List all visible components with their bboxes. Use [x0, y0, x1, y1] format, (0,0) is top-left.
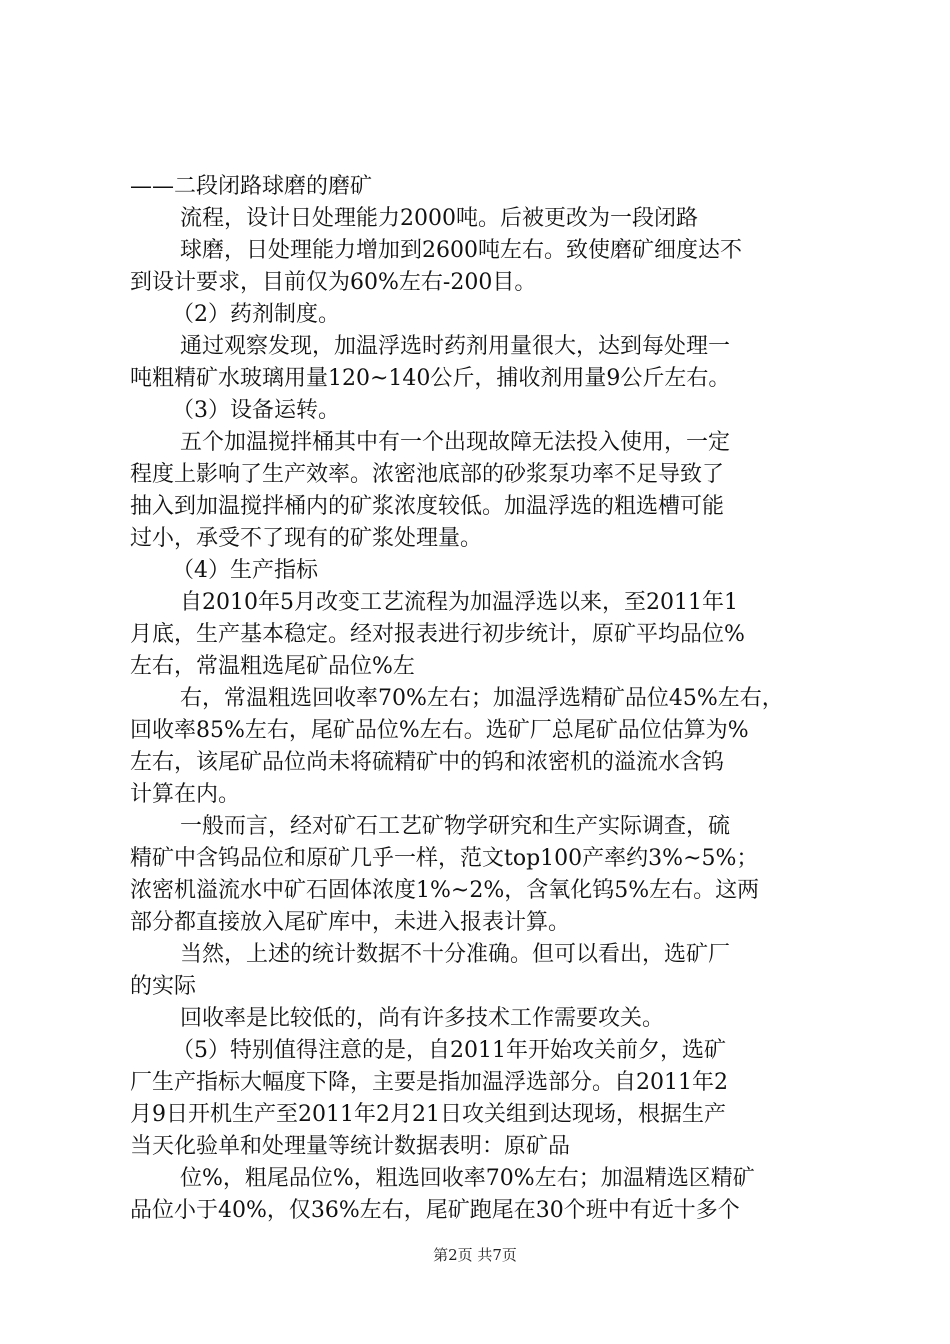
text-line: 吨粗精矿水玻璃用量120~140公斤，捕收剂用量9公斤左右。	[130, 366, 731, 391]
text-line: 品位小于40%，仅36%左右，尾矿跑尾在30个班中有近十多个	[130, 1198, 740, 1223]
text-line: 精矿中含钨品位和原矿几乎一样，范文top100产率约3%~5%；	[130, 846, 759, 871]
text-line: 月底，生产基本稳定。经对报表进行初步统计，原矿平均品位%	[130, 622, 745, 647]
text-line: 左右，该尾矿品位尚未将硫精矿中的钨和浓密机的溢流水含钨	[130, 750, 725, 775]
text-line: 抽入到加温搅拌桶内的矿浆浓度较低。加温浮选的粗选槽可能	[130, 494, 725, 519]
text-line: 回收率85%左右，尾矿品位%左右。选矿厂总尾矿品位估算为%	[130, 718, 749, 743]
text-line: 右，常温粗选回收率70%左右；加温浮选精矿品位45%左右，	[180, 686, 784, 711]
text-line: （2）药剂制度。	[172, 302, 340, 327]
text-line: （5）特别值得注意的是，自2011年开始攻关前夕，选矿	[172, 1038, 726, 1063]
text-line: 计算在内。	[130, 782, 241, 807]
text-line: 左右，常温粗选尾矿品位%左	[130, 654, 415, 679]
text-line: 部分都直接放入尾矿库中，未进入报表计算。	[130, 910, 571, 935]
text-line: 月9日开机生产至2011年2月21日攻关组到达现场，根据生产	[130, 1102, 726, 1127]
text-line: 的实际	[130, 974, 197, 999]
text-line: ——二段闭路球磨的磨矿	[130, 174, 373, 199]
text-line: 回收率是比较低的，尚有许多技术工作需要攻关。	[180, 1006, 665, 1031]
text-line: 当天化验单和处理量等统计数据表明：原矿品	[130, 1134, 571, 1159]
text-line: 浓密机溢流水中矿石固体浓度1%~2%，含氧化钨5%左右。这两	[130, 878, 760, 903]
text-line: 通过观察发现，加温浮选时药剂用量很大，达到每处理一	[180, 334, 731, 359]
text-line: 过小，承受不了现有的矿浆处理量。	[130, 526, 483, 551]
text-line: 程度上影响了生产效率。浓密池底部的砂浆泵功率不足导致了	[130, 462, 725, 487]
text-line: 球磨，日处理能力增加到2600吨左右。致使磨矿细度达不	[180, 238, 742, 263]
text-line: 流程，设计日处理能力2000吨。后被更改为一段闭路	[180, 206, 698, 231]
text-line: 到设计要求，目前仅为60%左右-200目。	[130, 270, 537, 295]
text-line: 五个加温搅拌桶其中有一个出现故障无法投入使用，一定	[180, 430, 731, 455]
text-line: 自2010年5月改变工艺流程为加温浮选以来，至2011年1	[180, 590, 738, 615]
text-line: 一般而言，经对矿石工艺矿物学研究和生产实际调查，硫	[180, 814, 731, 839]
text-line: 当然，上述的统计数据不十分准确。但可以看出，选矿厂	[180, 942, 731, 967]
text-line: 厂生产指标大幅度下降，主要是指加温浮选部分。自2011年2	[130, 1070, 728, 1095]
text-line: （4）生产指标	[172, 558, 318, 583]
page-footer: 第2页 共7页	[433, 1246, 517, 1264]
text-line: （3）设备运转。	[172, 398, 340, 423]
text-line: 位%，粗尾品位%，粗选回收率70%左右；加温精选区精矿	[180, 1166, 755, 1191]
